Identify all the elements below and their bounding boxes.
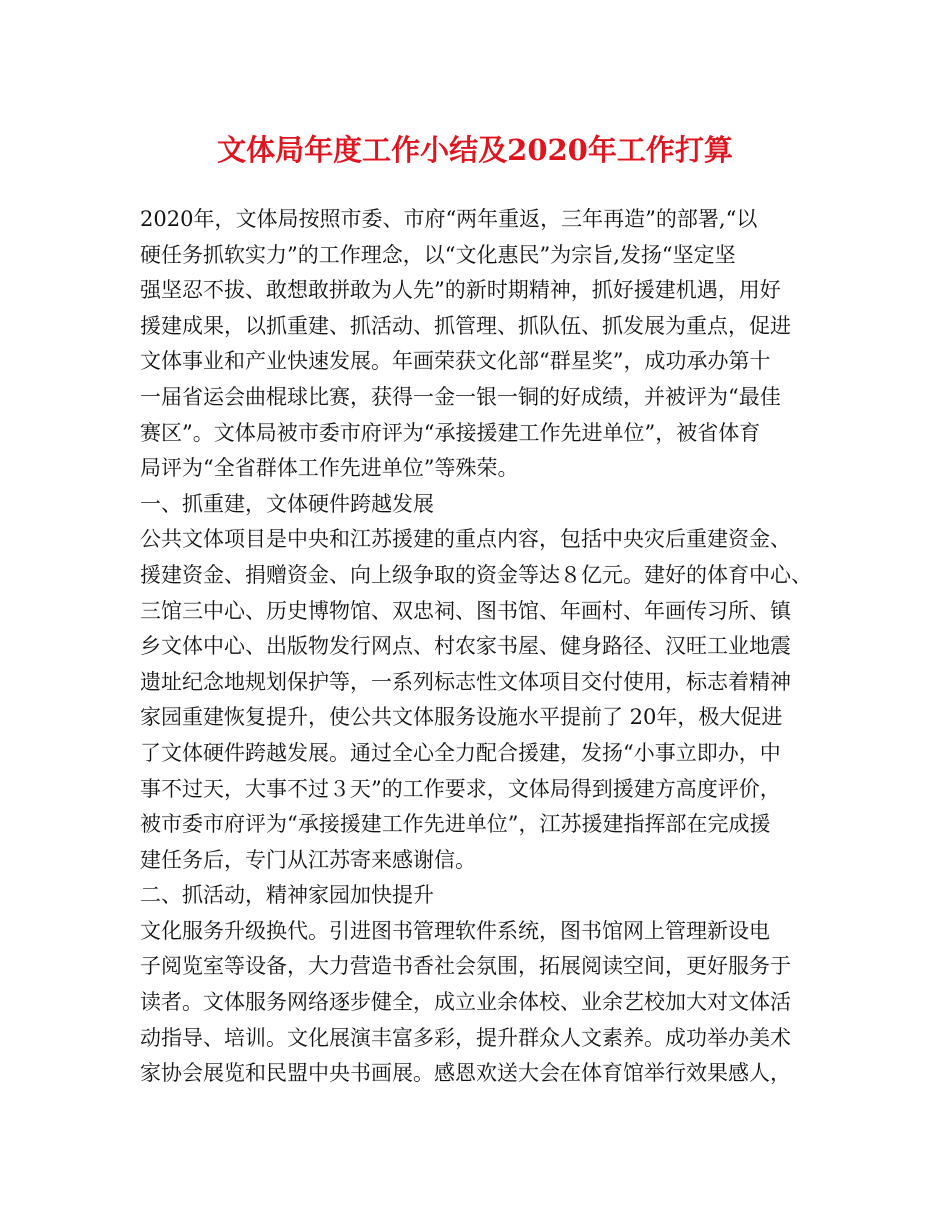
body-line: 一届省运会曲棍球比赛，获得一金一银一铜的好成绩，并被评为“最佳 bbox=[140, 384, 781, 409]
body-line: 援建资金、捐赠资金、向上级争取的资金等达８亿元。建好的体育中心、 bbox=[140, 562, 812, 587]
body-line: 强坚忍不拔、敢想敢拼敢为人先”的新时期精神，抓好援建机遇，用好 bbox=[140, 278, 781, 303]
body-line: 局评为“全省群体工作先进单位”等殊荣。 bbox=[140, 456, 519, 481]
body-line: 文体事业和产业快速发展。年画荣获文化部“群星奖”，成功承办第十 bbox=[140, 349, 771, 374]
body-line: 援建成果，以抓重建、抓活动、抓管理、抓队伍、抓发展为重点，促进 bbox=[140, 313, 791, 338]
document-body bbox=[140, 202, 840, 1092]
body-line: 被市委市府评为“承接援建工作先进单位”，江苏援建指挥部在完成援 bbox=[140, 812, 771, 837]
body-line: 公共文体项目是中央和江苏援建的重点内容，包括中央灾后重建资金、 bbox=[140, 527, 791, 552]
document-title: 文体局年度工作小结及2020年工作打算 bbox=[217, 133, 733, 167]
section-heading-1: 一、抓重建，文体硬件跨越发展 bbox=[140, 491, 434, 516]
body-line: 2020年，文体局按照市委、市府“两年重返，三年再造”的部署,“以 bbox=[140, 207, 758, 231]
body-line: 了文体硬件跨越发展。通过全心全力配合援建，发扬“小事立即办，中 bbox=[140, 740, 781, 765]
body-line: 家园重建恢复提升，使公共文体服务设施水平提前了 20年，极大促进 bbox=[140, 705, 783, 730]
body-line: 事不过天，大事不过３天”的工作要求，文体局得到援建方高度评价， bbox=[140, 776, 781, 801]
body-line: 文化服务升级换代。引进图书管理软件系统，图书馆网上管理新设电 bbox=[140, 918, 770, 943]
body-line: 三馆三中心、历史博物馆、双忠祠、图书馆、年画村、年画传习所、镇 bbox=[140, 598, 791, 623]
body-line: 赛区”。文体局被市委市府评为“承接援建工作先进单位”，被省体育 bbox=[140, 420, 761, 445]
body-line: 乡文体中心、出版物发行网点、村农家书屋、健身路径、汉旺工业地震 bbox=[140, 634, 791, 659]
body-line: 硬任务抓软实力”的工作理念，以“文化惠民”为宗旨,发扬“坚定坚 bbox=[140, 242, 736, 267]
body-line: 动指导、培训。文化展演丰富多彩，提升群众人文素养。成功举办美术 bbox=[140, 1025, 791, 1050]
body-line: 子阅览室等设备，大力营造书香社会氛围，拓展阅读空间，更好服务于 bbox=[140, 954, 791, 979]
body-line: 家协会展览和民盟中央书画展。感恩欢送大会在体育馆举行效果感人， bbox=[140, 1061, 791, 1086]
body-line: 读者。文体服务网络逐步健全，成立业余体校、业余艺校加大对文体活 bbox=[140, 990, 791, 1015]
body-line: 遗址纪念地规划保护等，一系列标志性文体项目交付使用，标志着精神 bbox=[140, 669, 791, 694]
body-line: 建任务后，专门从江苏寄来感谢信。 bbox=[140, 847, 476, 872]
section-heading-2: 二、抓活动，精神家园加快提升 bbox=[140, 883, 434, 908]
